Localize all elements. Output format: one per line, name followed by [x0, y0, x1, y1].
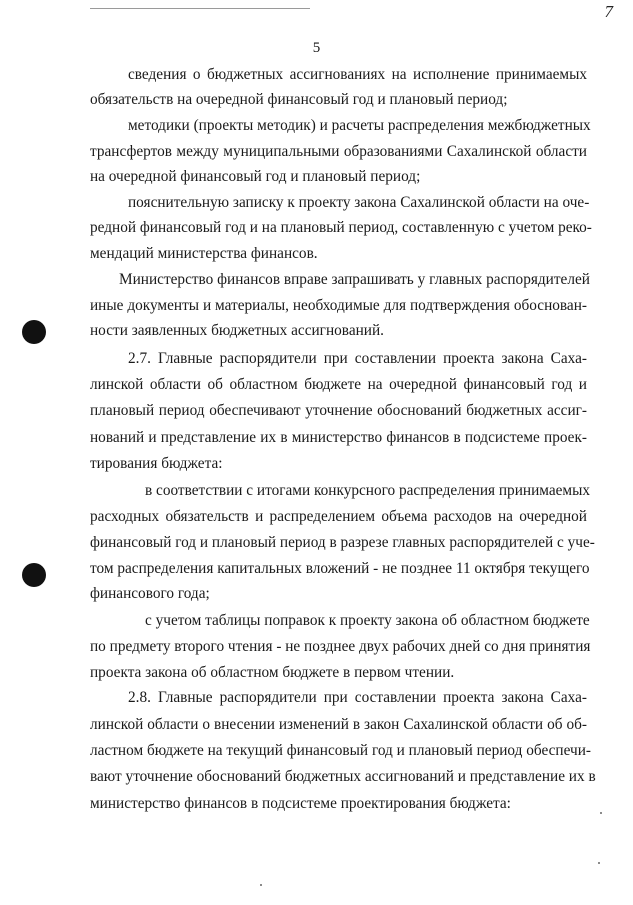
top-scan-line — [90, 8, 310, 9]
punch-hole-bottom — [22, 563, 46, 587]
scan-speck — [600, 812, 602, 814]
p6-line-2: расходных обязательств и распределением объема расходов на очередной — [90, 508, 587, 525]
p8-line-4: вают уточнение обоснований бюджетных ассигнований и представление их в — [90, 768, 596, 785]
handwritten-page-mark: 7 — [604, 2, 613, 21]
p1-line-1: сведения о бюджетных ассигнованиях на исполнение принимаемых — [128, 66, 587, 83]
p3-line-3: мендаций министерства финансов. — [90, 245, 318, 262]
p4-line-1: Министерство финансов вправе запрашивать у главных распорядителей — [119, 271, 590, 288]
page-number: 5 — [312, 40, 321, 56]
p8-line-2: линской области о внесении изменений в закон Сахалинской области об об- — [90, 716, 587, 733]
p5-line-5: тирования бюджета: — [90, 455, 223, 472]
p7-line-1: с учетом таблицы поправок к проекту закона об областном бюджете — [145, 612, 590, 629]
p5-line-4: нований и представление их в министерство финансов в подсистеме проек- — [90, 429, 587, 446]
p6-line-4: том распределения капитальных вложений - не позднее 11 октября текущего — [90, 560, 590, 577]
p6-line-1: в соответствии с итогами конкурсного распределения принимаемых — [145, 482, 591, 499]
p8-line-3: ластном бюджете на текущий финансовый год и плановый период обеспечи- — [90, 742, 591, 759]
p2-line-2: трансфертов между муниципальными образованиями Сахалинской области — [90, 143, 587, 160]
p7-line-3: проекта закона об областном бюджете в первом чтении. — [90, 664, 455, 681]
p5-line-2: линской области об областном бюджете на очередной финансовый год и — [90, 376, 587, 393]
p4-line-2: иные документы и материалы, необходимые для подтверждения обоснован- — [90, 297, 587, 314]
scan-speck — [598, 862, 600, 864]
p3-line-2: редной финансовый год и на плановый период, составленную с учетом реко- — [90, 219, 592, 236]
p8-line-1: 2.8. Главные распорядители при составлении проекта закона Саха- — [128, 689, 587, 706]
p5-line-1: 2.7. Главные распорядители при составлении проекта закона Саха- — [128, 350, 587, 367]
scan-speck — [260, 884, 262, 886]
p2-line-3: на очередной финансовый год и плановый период; — [90, 168, 421, 185]
p6-line-3: финансовый год и плановый период в разрезе главных распорядителей с уче- — [90, 534, 595, 551]
p8-line-5: министерство финансов в подсистеме проектирования бюджета: — [90, 795, 511, 812]
p6-line-5: финансового года; — [90, 585, 210, 602]
punch-hole-top — [22, 320, 46, 344]
p2-line-1: методики (проекты методик) и расчеты распределения межбюджетных — [128, 117, 591, 134]
p7-line-2: по предмету второго чтения - не позднее двух рабочих дней со дня принятия — [90, 638, 591, 655]
p1-line-2: обязательств на очередной финансовый год и плановый период; — [90, 91, 508, 108]
p4-line-3: ности заявленных бюджетных ассигнований. — [90, 322, 384, 339]
p5-line-3: плановый период обеспечивают уточнение обоснований бюджетных ассиг- — [90, 402, 587, 419]
p3-line-1: пояснительную записку к проекту закона Сахалинской области на оче- — [128, 194, 590, 211]
